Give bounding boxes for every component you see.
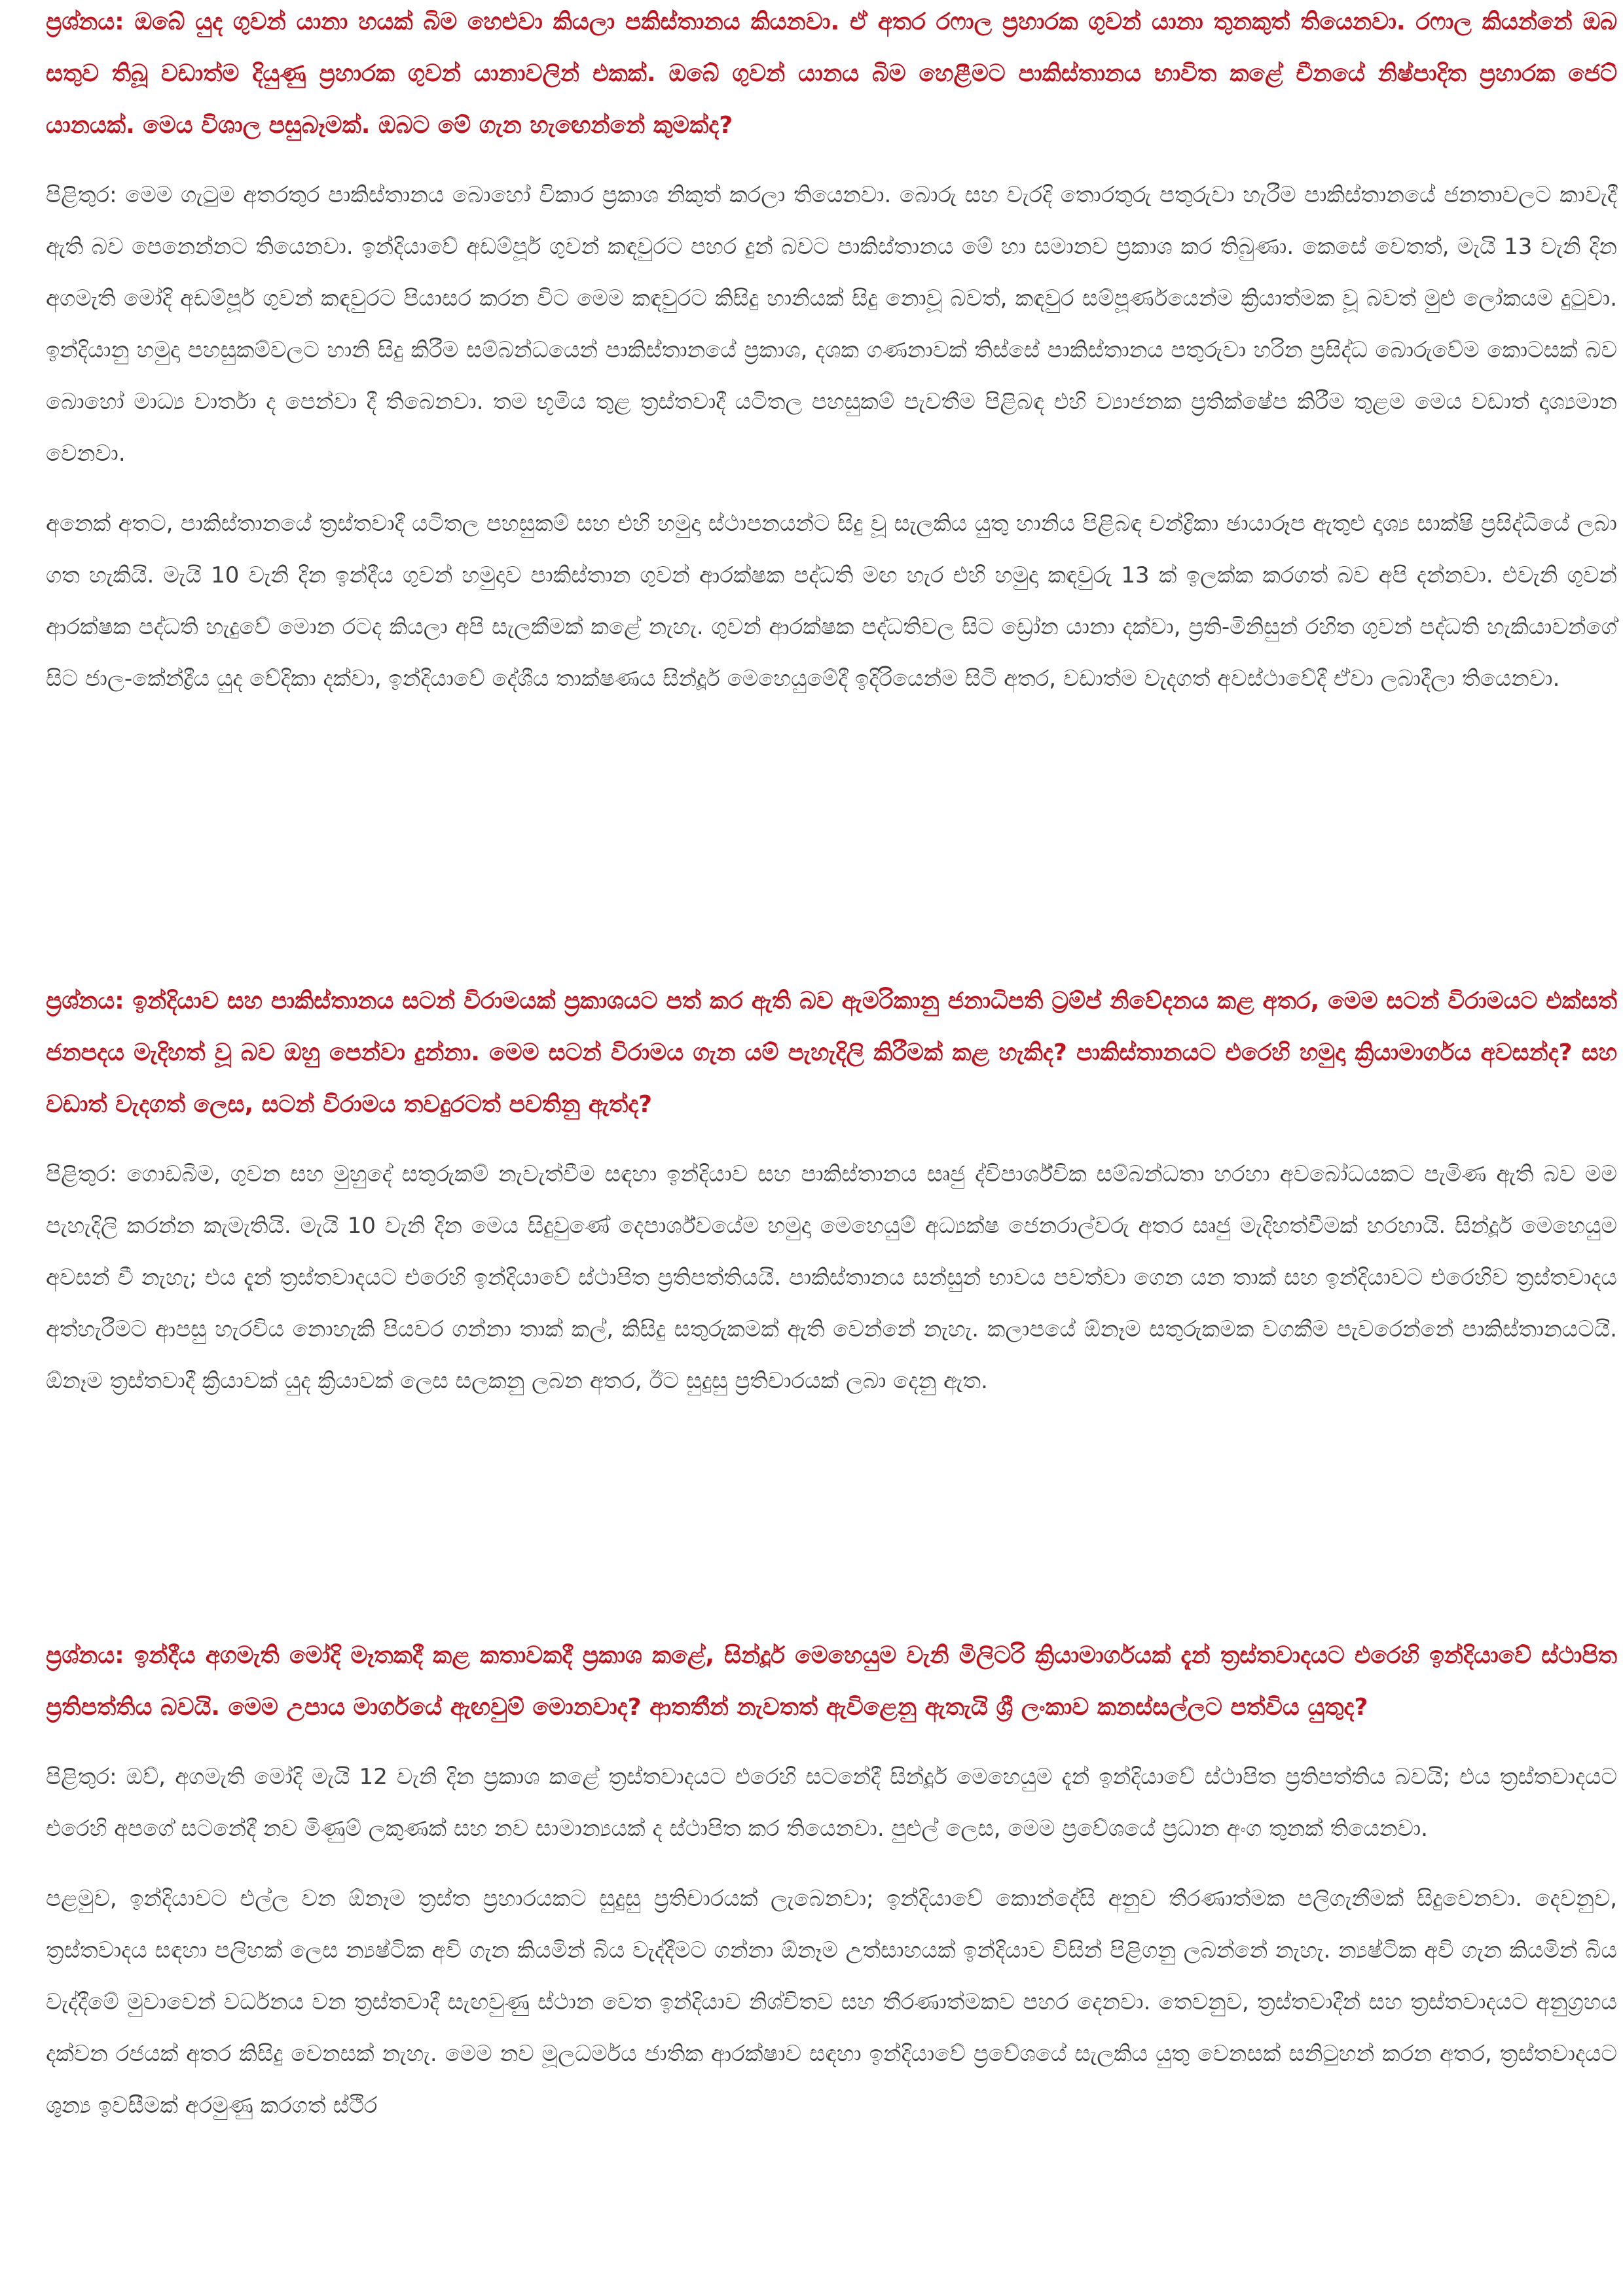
answer-1-paragraph-2: අනෙක් අතට, පාකිස්තානයේ ත්‍රස්තවාදී යටිතල පහසුකම් සහ එහි හමුදා ස්ථාපනයන්ට සිදු වූ සැලකිය යුතු හානිය පිළිබඳ චන්ද්‍රිකා ඡායාරූප ඇතුළු දෘශ්‍ය සාක්ෂි ප්‍රසිද්ධියේ ලබා ගත හැකියි. මැයි 10 වැනි දින ඉන්දීය ගුවන් හමුදාව පාකිස්තාන ගුවන් ආරක්ෂක පද්ධති මඟ හැර එහි හමුදා කඳවුරු 13 ක් ඉලක්ක කරගත් බව අපි දන්නවා. එවැනි ගුවන් ආරක්ෂක පද්ධති හැදුවේ මොන රටද කියලා අපි සැලකීමක් කළේ නැහැ. ගුවන් ආරක්ෂක පද්ධතිවල සිට ඩ්‍රෝන යානා දක්වා, ප්‍රති-මිනිසුන් රහිත ගුවන් පද්ධති හැකියාවන්ගේ සිට ජාල-කේන්ද්‍රීය යුද වේදිකා දක්වා, ඉන්දියාවේ දේශීය තාක්ෂණය සින්දූර් මෙහෙයුමේදී ඉදිරියෙන්ම සිටි අතර, වඩාත්ම වැදගත් අවස්ථාවේදී ඒවා ලබාදීලා තියෙනවා. xyxy=(46,511,1617,692)
answer-1-paragraph-1: පිළිතුර: මෙම ගැටුම අතරතුර පාකිස්තානය බොහෝ විකාර ප්‍රකාශ නිකුත් කරලා තියෙනවා. බොරු සහ වැරදි තොරතුරු පතුරුවා හැරීම පාකිස්තානයේ ජනතාවලට කාවැදී ඇති බව පෙනෙන්නට තියෙනවා. ඉන්දියාවේ අඩම්පූර් ගුවන් කඳවුරට පහර දුන් බවට පාකිස්තානය මේ හා සමානව ප්‍රකාශ කර තිබුණා. කෙසේ වෙතත්, මැයි 13 වැනි දින අගමැති මෝදි අඩම්පූර් ගුවන් කඳවුරට පියාසර කරන විට මෙම කඳවුරට කිසිදු හානියක් සිදු නොවූ බවත්, කඳවුර සම්පූර්ණයෙන්ම ක්‍රියාත්මක වූ බවත් මුළු ලෝකයම දුටුවා. ඉන්දියානු හමුදා පහසුකම්වලට හානි සිදු කිරීම සම්බන්ධයෙන් පාකිස්තානයේ ප්‍රකාශ, දශක ගණනාවක් තිස්සේ පාකිස්තානය පතුරුවා හරින ප්‍රසිද්ධ බොරුවේම කොටසක් බව බොහෝ මාධ්‍ය වාර්තා ද පෙන්වා දී තිබෙනවා. තම භූමිය තුළ ත්‍රස්තවාදී යටිතල පහසුකම් පැවතීම පිළිබඳ එහි ව්‍යාජනක ප්‍රතික්ෂේප කිරීම තුළම මෙය වඩාත් දෘශ්‍යමාන වෙනවා. xyxy=(46,182,1617,467)
qa-section-1 xyxy=(46,0,1617,705)
question-1: ප්‍රශ්නය: ඔබේ යුද ගුවන් යානා හයක් බිම හෙළුවා කියලා පකිස්තානය කියනවා. ඒ අතර රෆාල ප්‍රහාරක ගුවන් යානා තුනකුත් තියෙනවා. රෆාල කියන්නේ ඔබ සතුව තිබූ වඩාත්ම දියුණු ප්‍රහාරක ගුවන් යානාවලින් එකක්. ඔබේ ගුවන් යානය බිම හෙළීමට පාකිස්තානය භාවිත කළේ චීනයේ නිෂ්පාදිත ප්‍රහාරක ජෙට් යානයක්. මෙය විශාල පසුබෑමක්. ඔබට මේ ගැන හැඟෙන්නේ කුමක්ද? xyxy=(46,9,1617,139)
question-2: ප්‍රශ්නය: ඉන්දියාව සහ පාකිස්තානය සටන් විරාමයක් ප්‍රකාශයට පත් කර ඇති බව ඇමරිකානු ජනාධිපති ට්‍රම්ප් නිවේදනය කළ අතර, මෙම සටන් විරාමයට එක්සත් ජනපදය මැදිහත් වූ බව ඔහු පෙන්වා දුන්නා. මෙම සටන් විරාමය ගැන යම් පැහැදිලි කිරීමක් කළ හැකිද? පාකිස්තානයට එරෙහි හමුදා ක්‍රියාමාර්ගය අවසන්ද? සහ වඩාත් වැදගත් ලෙස, සටන් විරාමය තවදුරටත් පවතිනු ඇත්ද? xyxy=(46,988,1617,1118)
answer-3-paragraph-2: පළමුව, ඉන්දියාවට එල්ල වන ඕනෑම ත්‍රස්ත ප්‍රහාරයකට සුදුසු ප්‍රතිචාරයක් ලැබෙනවා; ඉන්දියාවේ කොන්දේසි අනුව තීරණාත්මක පලිගැනීමක් සිදුවෙනවා. දෙවනුව, ත්‍රස්තවාදය සඳහා පලිහක් ලෙස න්‍යෂ්ටික අවි ගැන කියමින් බිය වැද්දීමට ගන්නා ඕනෑම උත්සාහයක් ඉන්දියාව විසින් පිළිගනු ලබන්නේ නැහැ. න්‍යෂ්ටික අවි ගැන කියමින් බිය වැද්දීමේ මුවාවෙන් වර්ධනය වන ත්‍රස්තවාදී සැඟවුණු ස්ථාන වෙත ඉන්දියාව නිශ්චිතව සහ තීරණාත්මකව පහර දෙනවා. තෙවනුව, ත්‍රස්තවාදීන් සහ ත්‍රස්තවාදයට අනුග්‍රහය දක්වන රජයක් අතර කිසිදු වෙනසක් නැහැ. මෙම නව මූලධර්මය ජාතික ආරක්ෂාව සඳහා ඉන්දියාවේ ප්‍රවේශයේ සැලකිය යුතු වෙනසක් සනිටුහන් කරන අතර, ත්‍රස්තවාදයට ශුන්‍ය ඉවසීමක් අරමුණු කරගත් ස්ථිර xyxy=(46,1886,1617,2119)
answer-2-paragraph-1: පිළිතුර: ගොඩබිම, ගුවන සහ මුහුදේ සතුරුකම් නැවැත්වීම සඳහා ඉන්දියාව සහ පාකිස්තානය සෘජු ද්විපාර්ශ්වික සම්බන්ධතා හරහා අවබෝධයකට පැමිණ ඇති බව මම පැහැදිලි කරන්න කැමැතියි. මැයි 10 වැනි දින මෙය සිදුවුණේ දෙපාර්ශ්වයේම හමුදා මෙහෙයුම් අධ්‍යක්ෂ ජෙනරාල්වරු අතර සෘජු මැදිහත්වීමක් හරහායි. සින්දූර් මෙහෙයුම අවසන් වී නැහැ; එය දැන් ත්‍රස්තවාදයට එරෙහි ඉන්දියාවේ ස්ථාපිත ප්‍රතිපත්තියයි. පාකිස්තානය සන්සුන් භාවය පවත්වා ගෙන යන තාක් සහ ඉන්දියාවට එරෙහිව ත්‍රස්තවාදය අත්හැරීමට ආපසු හැරවිය නොහැකි පියවර ගන්නා තාක් කල්, කිසිදු සතුරුකමක් ඇති වෙන්නේ නැහැ. කලාපයේ ඕනෑම සතුරුකමක වගකීම පැවරෙන්නේ පාකිස්තානයටයි. ඕනෑම ත්‍රස්තවාදී ක්‍රියාවක් යුද ක්‍රියාවක් ලෙස සලකනු ලබන අතර, ඊට සුදුසු ප්‍රතිචාරයක් ලබා දෙනු ඇත. xyxy=(46,1161,1617,1394)
answer-3-paragraph-1: පිළිතුර: ඔව්, අගමැති මෝදි මැයි 12 වැනි දින ප්‍රකාශ කළේ ත්‍රස්තවාදයට එරෙහි සටනේදී සින්දූර් මෙහෙයුම දැන් ඉන්දියාවේ ස්ථාපිත ප්‍රතිපත්තිය බවයි; එය ත්‍රස්තවාදයට එරෙහි අපගේ සටනේදී නව මිණුම් ලකුණක් සහ නව සාමාන්‍යයක් ද ස්ථාපිත කර තියෙනවා. පුළුල් ලෙස, මෙම ප්‍රවේශයේ ප්‍රධාන අංග තුනක් තියෙනවා. xyxy=(46,1764,1617,1842)
question-3: ප්‍රශ්නය: ඉන්දීය අගමැති මෝදි මෑතකදී කළ කතාවකදී ප්‍රකාශ කළේ, සින්දූර් මෙහෙයුම වැනි මිලිටරි ක්‍රියාමාර්ගයක් දැන් ත්‍රස්තවාදයට එරෙහි ඉන්දියාවේ ස්ථාපිත ප්‍රතිපත්තිය බවයි. මෙම උපාය මාර්ගයේ ඇඟවුම් මොනවාද? ආතතීන් නැවතත් ඇවිළෙනු ඇතැයි ශ්‍රී ලංකාව කනස්සල්ලට පත්විය යුතුද? xyxy=(46,1642,1617,1721)
qa-section-3 xyxy=(46,1630,1617,2132)
qa-section-2 xyxy=(46,975,1617,1407)
